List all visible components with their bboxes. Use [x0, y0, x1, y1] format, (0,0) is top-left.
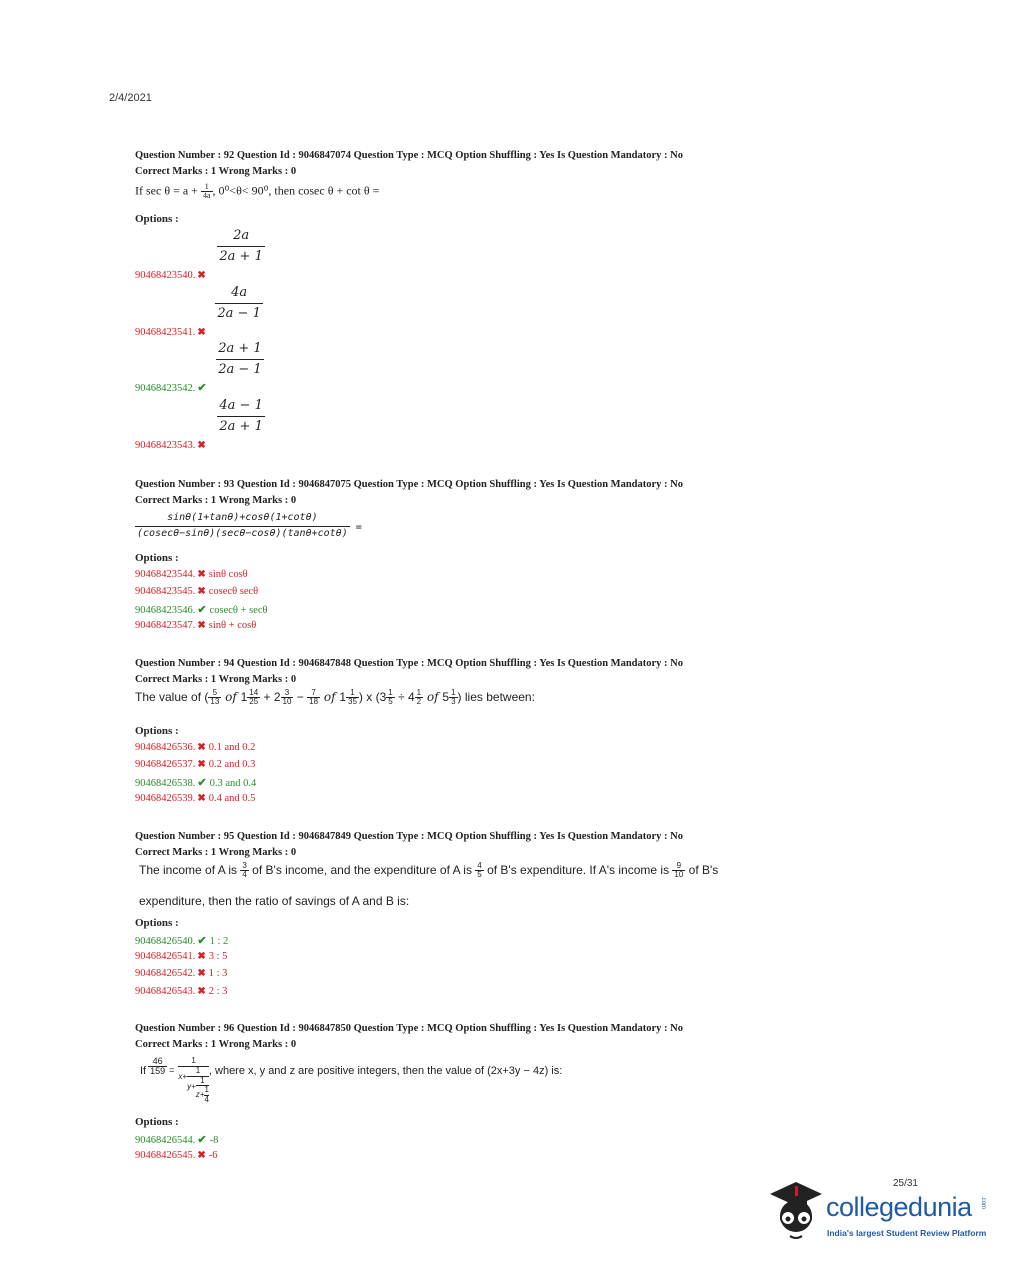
equals-sign: = — [355, 521, 362, 533]
option-id: 90468426539. — [135, 793, 196, 804]
option-id: 90468426541. — [135, 951, 196, 962]
option-text: 0.4 and 0.5 — [208, 793, 256, 804]
page-number: 25/31 — [892, 1178, 918, 1189]
question-meta: Question Number : 96 Question Id : 9046847850 Question Type : MCQ Option Shuffling : Yes Is Question Mandatory : No — [135, 1023, 683, 1034]
question-92-text — [135, 183, 379, 201]
collegedunia-logo — [766, 1178, 996, 1248]
option-text: cosecθ + secθ — [209, 605, 268, 616]
marks-meta: Correct Marks : 1 Wrong Marks : 0 — [135, 166, 297, 177]
cross-icon: ✖ — [197, 951, 206, 962]
fraction: $\frac{1}{4a}$ — [202, 182, 211, 201]
question-text-part: , 0⁰<θ< 90⁰, then cosec θ + cot θ = — [212, 183, 380, 198]
option-id: 9046842354​0. — [135, 269, 196, 281]
question-meta: Question Number : 95 Question Id : 9046847849 Question Type : MCQ Option Shuffling : Yes Is Question Mandatory : No — [135, 831, 683, 842]
option-id: 90468426538. — [135, 778, 196, 789]
question-text-part: ) lies between: — [457, 690, 535, 705]
option-text: -6 — [208, 1150, 218, 1161]
marks-meta: Correct Marks : 1 Wrong Marks : 0 — [135, 674, 297, 685]
option-row — [135, 586, 258, 597]
brand-suffix: .com — [980, 1196, 986, 1210]
question-96-text: If $\frac{46}{159}$ = 1 x+ 1 y+ 1 z+ $\frac{1}{4}$ , where x, y and z are positive integers, then the value of (2x+3y − 4z) is: — [140, 1056, 563, 1105]
print-date: 2/4/2021 — [109, 92, 152, 104]
question-text-part: If sec θ = a + — [135, 183, 201, 198]
option-row — [135, 951, 227, 962]
cross-icon: ✖ — [197, 1150, 206, 1161]
question-meta: Question Number : 94 Question Id : 9046847848 Question Type : MCQ Option Shuffling : Yes Is Question Mandatory : No — [135, 658, 683, 669]
fraction: $\frac{9}{10}$ — [674, 861, 684, 880]
option-row — [135, 776, 256, 789]
cross-icon: ✖ — [197, 439, 206, 451]
option-id: 9046842354​2. — [135, 382, 196, 394]
question-95-text — [139, 862, 718, 880]
option-fraction: $\frac{4a - 1}{2a + 1}$ — [219, 398, 263, 434]
cross-icon: ✖ — [197, 269, 206, 281]
question-text-part: If — [140, 1065, 147, 1077]
checkmark-icon: ✔ — [197, 935, 207, 947]
option-id: 9046842354​1. — [135, 326, 196, 338]
question-text-part: The value of ( — [135, 690, 209, 705]
option-row — [135, 603, 268, 616]
marks-meta: Correct Marks : 1 Wrong Marks : 0 — [135, 495, 297, 506]
option-text: sinθ + cosθ — [208, 620, 257, 631]
question-text-part: of B's income, and the expenditure of A is — [248, 863, 476, 878]
checkmark-icon: ✔ — [197, 1134, 207, 1146]
option-text: 3 : 5 — [208, 951, 228, 962]
option-text: 1 : 2 — [209, 936, 229, 947]
question-text-part: of B's — [685, 863, 719, 878]
question-93-expression — [135, 513, 362, 539]
option-row — [135, 986, 227, 997]
question-text-part: The income of A is — [139, 863, 241, 878]
option-row — [135, 398, 265, 451]
cross-icon: ✖ — [197, 620, 206, 631]
checkmark-icon: ✔ — [197, 777, 207, 789]
checkmark-icon: ✔ — [197, 604, 207, 616]
graduate-mascot-icon — [766, 1178, 826, 1242]
question-meta: Question Number : 93 Question Id : 9046847075 Question Type : MCQ Option Shuffling : Yes Is Question Mandatory : No — [135, 479, 683, 490]
question-95-header — [135, 829, 683, 861]
option-id: 9046842354​3. — [135, 439, 196, 451]
cross-icon: ✖ — [197, 586, 206, 597]
option-row — [135, 341, 264, 394]
option-id: 90468423544. — [135, 569, 196, 580]
option-id: 90468426540. — [135, 936, 196, 947]
cross-icon: ✖ — [197, 759, 206, 770]
option-text: sinθ cosθ — [208, 569, 248, 580]
question-95-text-line2: expenditure, then the ratio of savings of A and B is: — [139, 894, 410, 908]
option-id: 90468426544. — [135, 1135, 196, 1146]
option-row — [135, 759, 255, 770]
option-id: 90468426536. — [135, 742, 196, 753]
checkmark-icon: ✔ — [197, 381, 207, 394]
cross-icon: ✖ — [197, 569, 206, 580]
option-id: 90468426542. — [135, 968, 196, 979]
fraction: $\frac{3}{4}$ — [242, 861, 247, 880]
option-id: 90468426537. — [135, 759, 196, 770]
option-id: 90468423546. — [135, 605, 196, 616]
question-meta: Question Number : 92 Question Id : 9046847074 Question Type : MCQ Option Shuffling : Yes Is Question Mandatory : No — [135, 150, 683, 161]
option-row — [135, 934, 228, 947]
marks-meta: Correct Marks : 1 Wrong Marks : 0 — [135, 847, 297, 858]
option-id: 90468426543. — [135, 986, 196, 997]
option-row — [135, 968, 227, 979]
option-row — [135, 742, 255, 753]
option-id: 90468423547. — [135, 620, 196, 631]
question-93-header — [135, 477, 683, 509]
marks-meta: Correct Marks : 1 Wrong Marks : 0 — [135, 1039, 297, 1050]
option-row — [135, 1150, 218, 1161]
cross-icon: ✖ — [197, 968, 206, 979]
fraction: $\frac{4}{5}$ — [477, 861, 482, 880]
option-fraction: $\frac{4a}{2a - 1}$ — [217, 285, 261, 321]
trig-fraction: $\frac{\sin\theta(1+\tan\theta)+\cos\theta(1+\cot\theta)}{(cosec\theta-\sin\theta)(\sec\theta-\cos\theta)(\tan\theta+\cot\theta)}$ — [137, 512, 348, 539]
option-row — [135, 569, 248, 580]
question-94-header — [135, 656, 683, 688]
brand-tagline: India's largest Student Review Platform — [827, 1228, 987, 1238]
options-label: Options : — [135, 917, 179, 929]
cross-icon: ✖ — [197, 793, 206, 804]
cross-icon: ✖ — [197, 986, 206, 997]
option-row — [135, 285, 263, 338]
option-row — [135, 228, 265, 281]
option-text: 0.1 and 0.2 — [208, 742, 256, 753]
option-id: 90468423545. — [135, 586, 196, 597]
option-id: 90468426545. — [135, 1150, 196, 1161]
options-label: Options : — [135, 552, 179, 564]
option-row — [135, 793, 255, 804]
option-fraction: $\frac{2a}{2a + 1}$ — [219, 228, 263, 264]
question-96-header — [135, 1021, 683, 1053]
options-label: Options : — [135, 1116, 179, 1128]
cross-icon: ✖ — [197, 326, 206, 338]
option-text: 2 : 3 — [208, 986, 228, 997]
option-text: 1 : 3 — [208, 968, 228, 979]
option-text: 0.3 and 0.4 — [209, 778, 257, 789]
option-text: 0.2 and 0.3 — [208, 759, 256, 770]
question-text-part: , where x, y and z are positive integers, then the value of (2x+3y − 4z) is: — [208, 1065, 563, 1077]
question-92-header — [135, 148, 683, 180]
option-row — [135, 1133, 218, 1146]
options-label: Options : — [135, 213, 179, 225]
brand-name: collegedunia — [826, 1192, 972, 1222]
option-text: -8 — [209, 1135, 219, 1146]
option-fraction: $\frac{2a + 1}{2a - 1}$ — [218, 341, 262, 377]
options-label: Options : — [135, 725, 179, 737]
question-94-text: The value of ( $\frac{5}{13}$ of 1 $\frac{14}{25}$ + 2 $\frac{3}{10}$ − $\frac{7}{18}$ of 1 $\frac{1}{35}$ ) x (3 $\frac{1}{5}$ ÷ 4 $\frac{1}{2}$ of 5 $\frac{1}{3}$ ) lies between: — [135, 688, 535, 707]
cross-icon: ✖ — [197, 742, 206, 753]
option-text: cosecθ secθ — [208, 586, 259, 597]
question-text-part: of B's expenditure. If A's income is — [483, 863, 673, 878]
option-row — [135, 620, 256, 631]
continued-fraction: 1 x+ 1 y+ 1 z+ $\frac{1}{4}$ — [178, 1056, 209, 1105]
